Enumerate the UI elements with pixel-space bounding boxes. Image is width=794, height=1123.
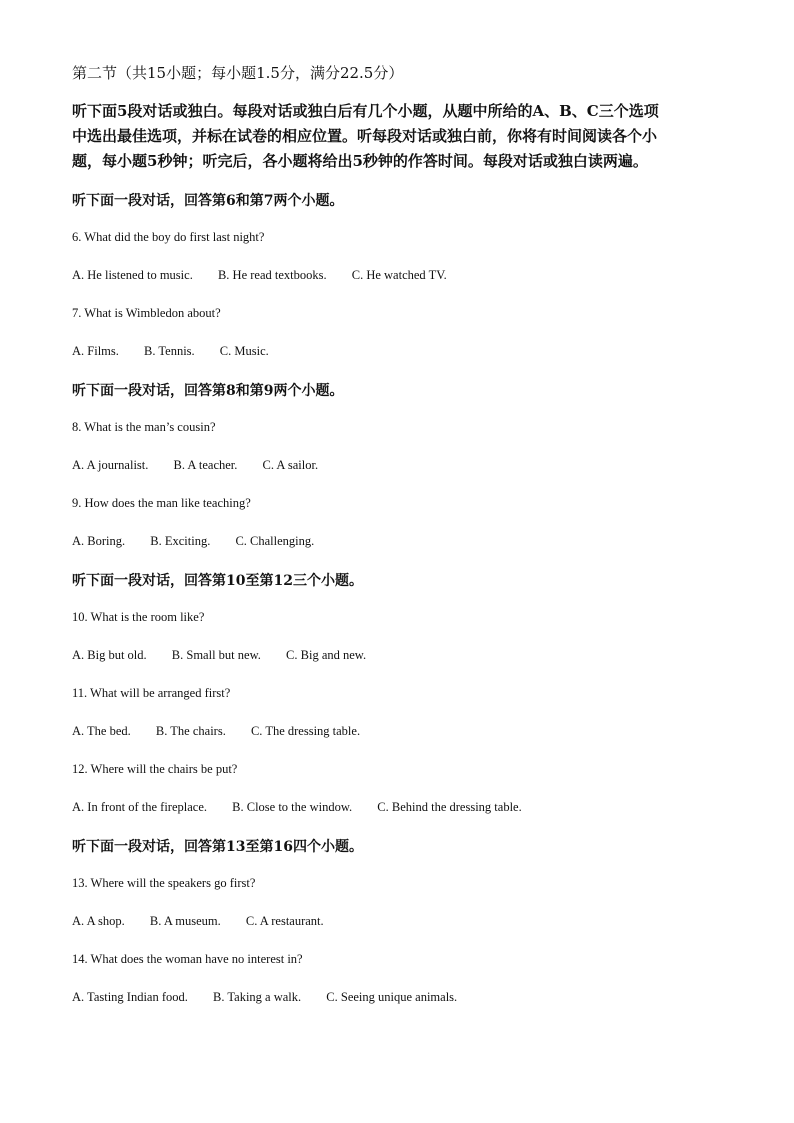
option-b: B. Close to the window. (232, 800, 353, 814)
question-options (72, 800, 544, 815)
option-a: A. Films. (72, 344, 119, 358)
question-options (72, 990, 479, 1005)
option-a: A. Tasting Indian food. (72, 990, 188, 1004)
option-b: B. Exciting. (150, 534, 211, 548)
option-b: B. A teacher. (173, 458, 238, 472)
question-options (72, 268, 469, 283)
option-c: C. Behind the dressing table. (377, 800, 522, 814)
option-c: C. A sailor. (262, 458, 319, 472)
option-c: C. He watched TV. (351, 268, 447, 282)
question-text: 11. What will be arranged first? (72, 686, 231, 700)
option-a: A. A shop. (72, 914, 125, 928)
question-text: 14. What does the woman have no interest in? (72, 952, 303, 966)
question-options (72, 914, 346, 929)
option-c: C. A restaurant. (245, 914, 324, 928)
option-b: B. A museum. (149, 914, 221, 928)
dialogue-lead: 听下面一段对话，回答第13至第16四个小题。 (72, 839, 363, 855)
question-options (72, 534, 336, 549)
section-title: 第二节（共15小题；每小题1.5分，满分22.5分） (72, 64, 404, 82)
question-text: 8. What is the man’s cousin? (72, 420, 216, 434)
instruction-line: 听下面5段对话或独白。每段对话或独白后有几个小题，从题中所给的A、B、C三个选项 (72, 102, 659, 120)
option-b: B. He read textbooks. (217, 268, 327, 282)
question-text: 10. What is the room like? (72, 610, 205, 624)
option-c: C. Seeing unique animals. (326, 990, 458, 1004)
question-options (72, 458, 340, 473)
option-a: A. A journalist. (72, 458, 149, 472)
dialogue-lead: 听下面一段对话，回答第8和第9两个小题。 (72, 383, 344, 399)
instruction-line: 题，每小题5秒钟；听完后，各小题将给出5秒钟的作答时间。每段对话或独白读两遍。 (72, 152, 648, 170)
option-a: A. In front of the fireplace. (72, 800, 208, 814)
question-text: 6. What did the boy do first last night? (72, 230, 265, 244)
option-c: C. Challenging. (235, 534, 315, 548)
question-options (72, 344, 291, 359)
option-b: B. Taking a walk. (213, 990, 302, 1004)
question-options (72, 724, 382, 739)
option-a: A. He listened to music. (72, 268, 193, 282)
option-a: A. The bed. (72, 724, 131, 738)
question-text: 13. Where will the speakers go first? (72, 876, 256, 890)
question-text: 9. How does the man like teaching? (72, 496, 251, 510)
option-b: B. Tennis. (144, 344, 195, 358)
dialogue-lead: 听下面一段对话，回答第10至第12三个小题。 (72, 573, 363, 589)
option-a: A. Big but old. (72, 648, 147, 662)
instruction-line: 中选出最佳选项，并标在试卷的相应位置。听每段对话或独白前，你将有时间阅读各个小 (72, 127, 658, 145)
option-c: C. Music. (219, 344, 269, 358)
option-c: C. Big and new. (286, 648, 367, 662)
question-text: 7. What is Wimbledon about? (72, 306, 221, 320)
question-options (72, 648, 388, 663)
option-c: C. The dressing table. (250, 724, 361, 738)
question-text: 12. Where will the chairs be put? (72, 762, 238, 776)
option-a: A. Boring. (72, 534, 126, 548)
dialogue-lead: 听下面一段对话，回答第6和第7两个小题。 (72, 193, 344, 209)
option-b: B. Small but new. (171, 648, 261, 662)
instructions (72, 99, 732, 174)
option-b: B. The chairs. (155, 724, 226, 738)
